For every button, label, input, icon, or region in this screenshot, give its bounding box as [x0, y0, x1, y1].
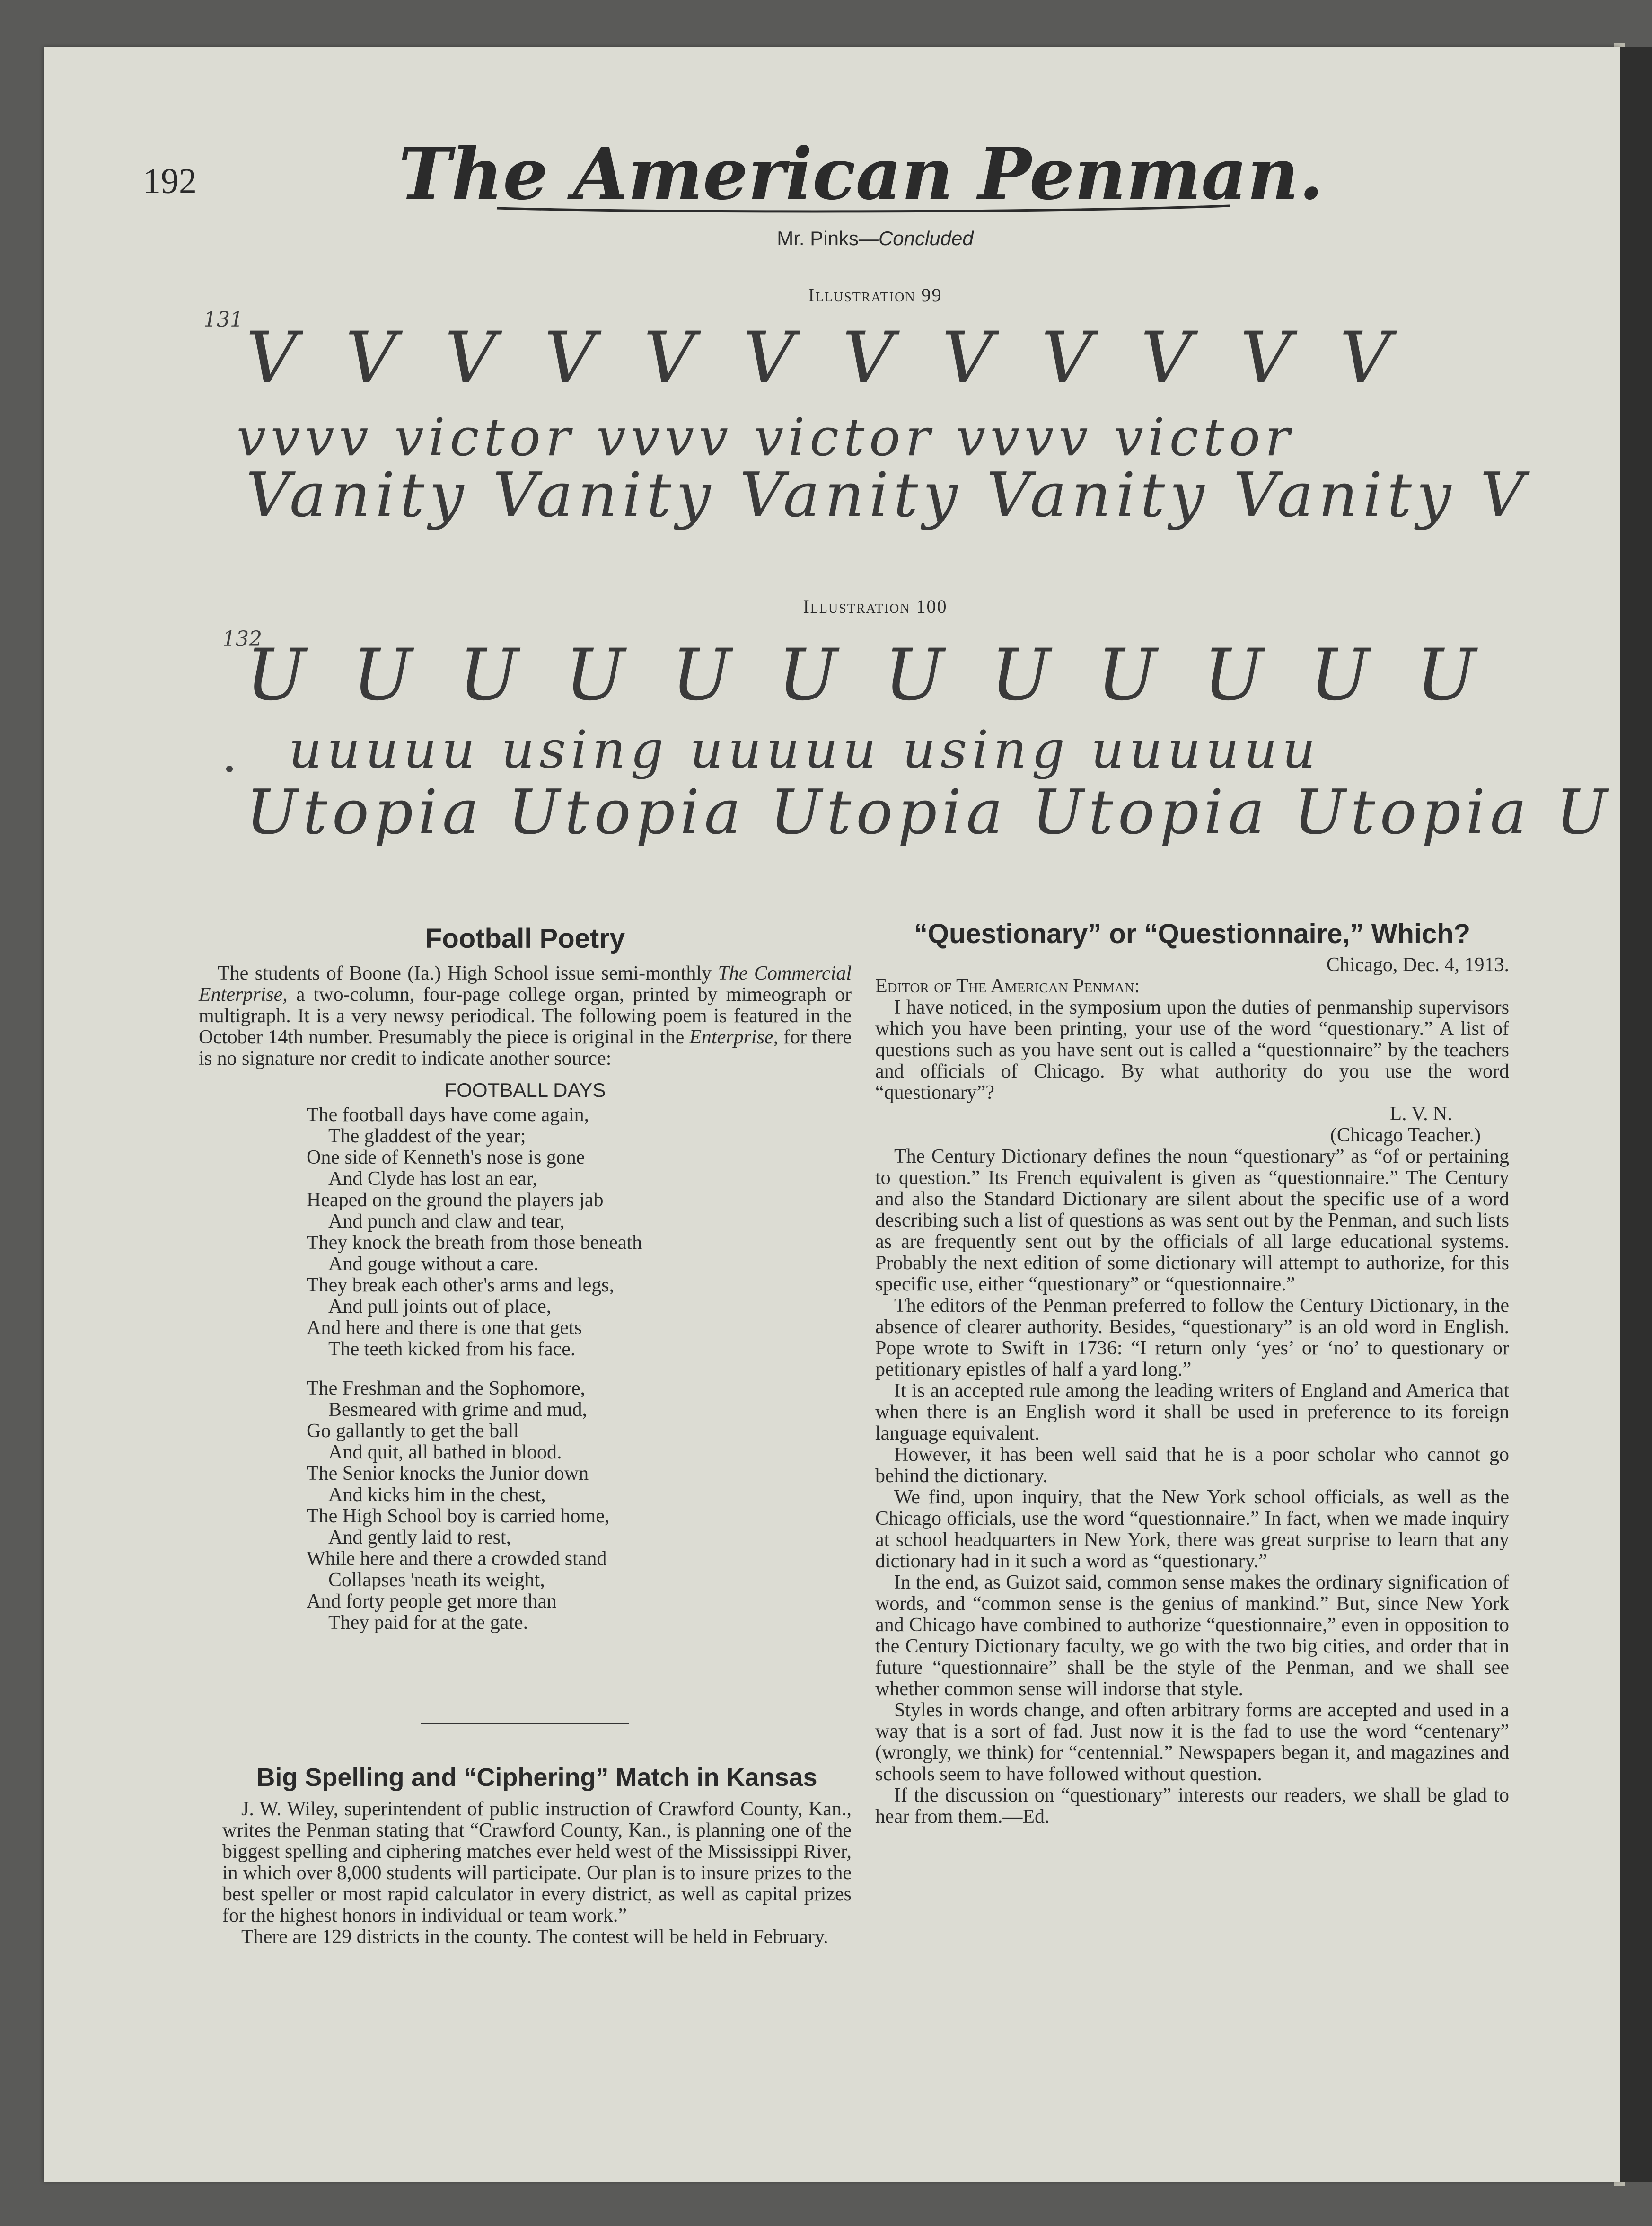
intro-text: a two-column, four-page college organ, printed by mimeograph or multigraph. It is a very newsy periodical. The following poem is featured in the October 14th number. Presumably the piece is original in the [199, 984, 852, 1048]
paragraph: In the end, as Guizot said, common sense makes the ordinary signification of words, and “common sense is the genius of mankind.” But, since New York and Chicago have combined to authorize “questionnaire,” even in opposition to the Century Dictionary faculty, we go with the two big cities, and order that in future “questionnaire” shall be the style of the Penman, and we shall see whether common sense will indorse that style. [875, 1572, 1509, 1700]
poem-line: The football days have come again, [307, 1104, 589, 1126]
signature-initials: L. V. N. [1389, 1103, 1452, 1125]
script-capital: U [884, 634, 944, 716]
intro-italic: The Commercial Enterprise, [199, 963, 852, 1006]
script-capital: U [1203, 634, 1264, 716]
paragraph: We find, upon inquiry, that the New York school officials, as well as the Chicago officials, use the word “questionnaire.” In fact, when we made inquiry at school headquarters in New York, there was great surprise to learn that any dictionary had in it such a word as “questionary.” [875, 1486, 1509, 1572]
script-capital: V [1339, 317, 1391, 399]
poem-line: And pull joints out of place, [328, 1296, 552, 1317]
script-capital: U [246, 634, 306, 716]
subhead-italic: Concluded [878, 227, 974, 249]
paragraph: Styles in words change, and often arbitrary forms are accepted and used in a way that is a sort of fad. Just now it is the fad to use the word “centenary” (wrongly, we think) for “centennial.” Newspapers began it, and magazines and schools seem to have followed without question. [875, 1699, 1509, 1785]
signature-affiliation: (Chicago Teacher.) [1330, 1124, 1481, 1146]
intro-text: for there is no signature nor credit to indicate another source: [199, 1026, 852, 1069]
dateline: Chicago, Dec. 4, 1913. [1326, 954, 1509, 976]
script-capital: U [991, 634, 1051, 716]
illustration-99-capitals [246, 317, 1391, 412]
poem-title: FOOTBALL DAYS [444, 1079, 606, 1101]
poem-line: And Clyde has lost an ear, [328, 1168, 537, 1190]
script-capital: V [1141, 317, 1192, 399]
masthead-logo [398, 132, 1324, 218]
questionary-body [875, 954, 1509, 1828]
script-capital: U [778, 634, 838, 716]
script-capital: V [941, 317, 993, 399]
poem-stanza-1 [199, 1104, 852, 1360]
script-capital: U [352, 634, 413, 716]
illustration-100-line-2: uuuuu using uuuuu using uuuuuu [289, 719, 1320, 780]
intro-italic: Enterprise, [689, 1026, 779, 1048]
paragraph: However, it has been well said that he is a poor scholar who cannot go behind the dictionary. [875, 1444, 1509, 1487]
intro-text: The students of Boone (Ia.) High School issue semi-monthly [218, 963, 718, 984]
paragraph: If the discussion on “questionary” interests our readers, we shall be glad to hear from them.—Ed. [875, 1784, 1509, 1828]
script-capital: U [1416, 634, 1476, 716]
poem-line: And punch and claw and tear, [328, 1210, 565, 1232]
poem-line: Collapses 'neath its weight, [328, 1569, 545, 1591]
illustration-99-line-3: Vanity Vanity Vanity Vanity Vanity V [246, 459, 1529, 531]
poem-line: They break each other's arms and legs, [307, 1274, 615, 1296]
poem-line: And here and there is one that gets [307, 1317, 582, 1339]
paragraph: J. W. Wiley, superintendent of public instruction of Crawford County, Kan., writes the Penman stating that “Crawford County, Kan., is planning one of the biggest spelling and ciphering matches ever held west of the Mississippi River, in which over 8,000 students will participate. Our plan is to insure prizes to the best speller or most rapid calculator in every district, as well as capital prizes for the highest honors in individual or team work.” [222, 1798, 852, 1926]
poem-line: The Senior knocks the Junior down [307, 1463, 589, 1484]
section-divider [421, 1722, 629, 1724]
poem-line: They paid for at the gate. [328, 1612, 528, 1634]
illustration-100-line-3: Utopia Utopia Utopia Utopia Utopia U [246, 776, 1613, 848]
article-subhead [520, 227, 1230, 250]
paragraph: The editors of the Penman preferred to follow the Century Dictionary, in the absence of clearer authority. Besides, “questionary” is an old word in English. Pope wrote to Swift in 1736: “I return only ‘yes’ or ‘no’ to questionary or petitionary epistles of half a yard long.” [875, 1295, 1509, 1380]
subhead-main: Mr. Pinks— [777, 227, 879, 249]
page-number: 192 [143, 161, 197, 201]
paragraph: It is an accepted rule among the leading writers of England and America that when there is an English word it shall be used in preference to its foreign language equivalent. [875, 1380, 1509, 1444]
salutation: Editor of The American Penman: [875, 975, 1140, 997]
illustration-100-capitals [246, 634, 1476, 729]
football-poetry-article [199, 923, 852, 1634]
poem-line: Heaped on the ground the players jab [307, 1189, 604, 1211]
football-poetry-title: Football Poetry [425, 923, 625, 954]
poem-line: And quit, all bathed in blood. [328, 1441, 562, 1463]
illustration-99-line-2: vvvv victor vvvv victor vvvv victor [237, 407, 1295, 468]
script-capital: V [1041, 317, 1093, 399]
svg-text:The American Penman.: The American Penman. [398, 132, 1324, 216]
paragraph: There are 129 districts in the county. The contest will be held in February. [241, 1926, 828, 1948]
poem-line: And gouge without a care. [328, 1253, 539, 1275]
poem-line: And kicks him in the chest, [328, 1484, 546, 1506]
letter-paragraph: I have noticed, in the symposium upon the duties of penmanship supervisors which you have been printing, your use of the word “questionary.” A list of questions such as you have sent out is called a “questionnaire” by the teachers and officials of Chicago. By what authority do you use the word “questionary”? [875, 997, 1509, 1104]
poem-line: Go gallantly to get the ball [307, 1420, 519, 1442]
script-capital: U [565, 634, 625, 716]
poem-line: The gladdest of the year; [328, 1125, 526, 1147]
poem-line: Besmeared with grime and mud, [328, 1399, 588, 1421]
questionary-title: “Questionary” or “Questionnaire,” Which? [914, 919, 1471, 949]
script-capital: V [1240, 317, 1292, 399]
football-intro [199, 963, 852, 1069]
illustration-99-label: Illustration 99 [808, 284, 942, 306]
poem-line: They knock the breath from those beneath [307, 1232, 642, 1254]
poem-line: One side of Kenneth's nose is gone [307, 1147, 585, 1168]
paragraph: The Century Dictionary defines the noun “questionary” as “of or pertaining to question.” Its French equivalent is given as “questionnaire.” The Century and also the Standard Dictionary are silent about the specific use of a word describing such a list of questions as was sent out by the Penman, and such lists as are frequently sent out by the officials of all large educational systems. Probably the next edition of some dictionary will attempt to authorize, for this specific use, either “questionary” or “questionnaire.” [875, 1146, 1509, 1295]
script-capital: V [743, 317, 795, 399]
script-capital: U [1097, 634, 1157, 716]
poem-line: And forty people get more than [307, 1590, 557, 1612]
script-capital: V [246, 317, 298, 399]
script-capital: V [445, 317, 496, 399]
script-capital: U [671, 634, 731, 716]
poem-line: The teeth kicked from his face. [328, 1338, 576, 1360]
pencil-number-131: 131 [203, 308, 243, 332]
binding-shadow [1620, 47, 1652, 2182]
poem-line: While here and there a crowded stand [307, 1548, 607, 1570]
script-capital: V [544, 317, 596, 399]
spelling-match-title: Big Spelling and “Ciphering” Match in Kansas [256, 1763, 817, 1792]
spelling-match-article [222, 1763, 852, 1948]
poem-line: The High School boy is carried home, [307, 1505, 610, 1527]
pencil-number-132: 132 [222, 627, 262, 651]
script-capital: V [345, 317, 397, 399]
script-capital: V [643, 317, 695, 399]
questionary-article [875, 918, 1509, 1828]
script-capital: U [1309, 634, 1370, 716]
illustration-100-label: Illustration 100 [803, 596, 948, 617]
script-capital: V [842, 317, 894, 399]
poem-stanza-2 [199, 1378, 852, 1634]
spelling-match-body [222, 1799, 852, 1948]
poem-line: The Freshman and the Sophomore, [307, 1378, 586, 1399]
poem-line: And gently laid to rest, [328, 1527, 511, 1548]
script-capital: U [458, 634, 519, 716]
ink-dot [226, 766, 233, 772]
